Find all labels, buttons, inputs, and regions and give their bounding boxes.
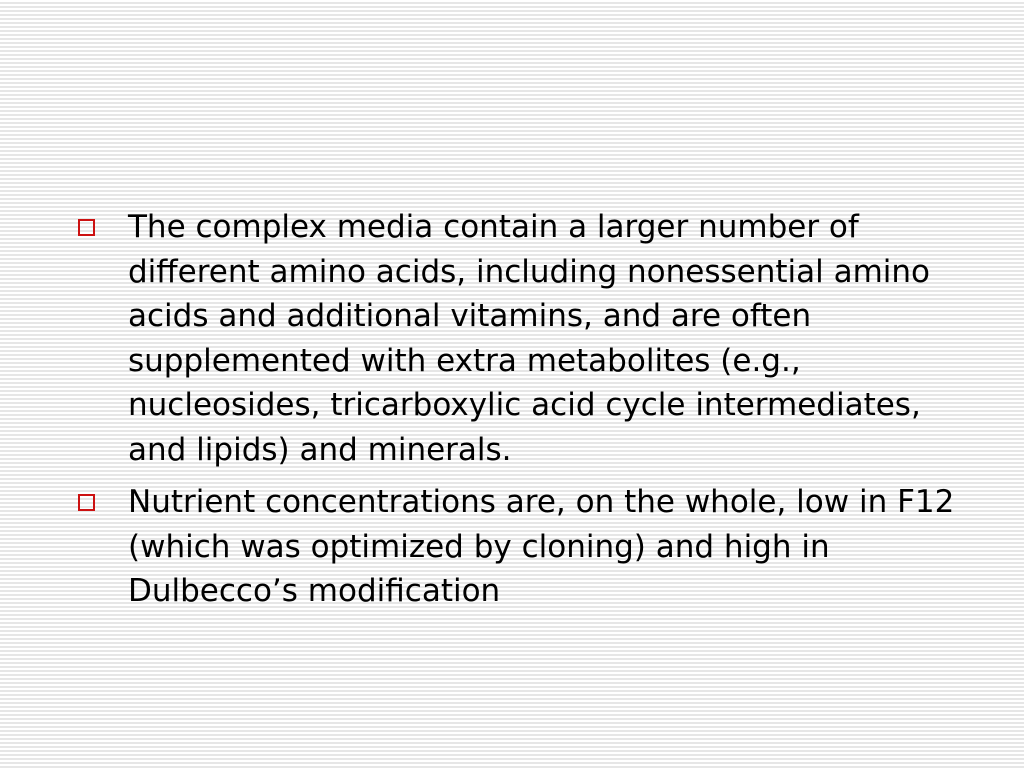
bullet-text: The complex media contain a larger number of different amino acids, including nonessential amino acids and additional vitamins, and are often supplemented with extra metabolites (e.g., nucleosides, tricarboxylic acid cycle intermediates, and lipids) and minerals. bbox=[128, 209, 931, 468]
hollow-square-icon bbox=[78, 494, 95, 511]
bullet-text: Nutrient concentrations are, on the whole, low in F12 (which was optimized by cloning) and high in Dulbecco’s modification bbox=[128, 484, 955, 609]
hollow-square-icon bbox=[78, 219, 95, 236]
bullet-item bbox=[78, 480, 968, 614]
bullet-item bbox=[78, 205, 968, 472]
bullet-list bbox=[78, 205, 968, 622]
